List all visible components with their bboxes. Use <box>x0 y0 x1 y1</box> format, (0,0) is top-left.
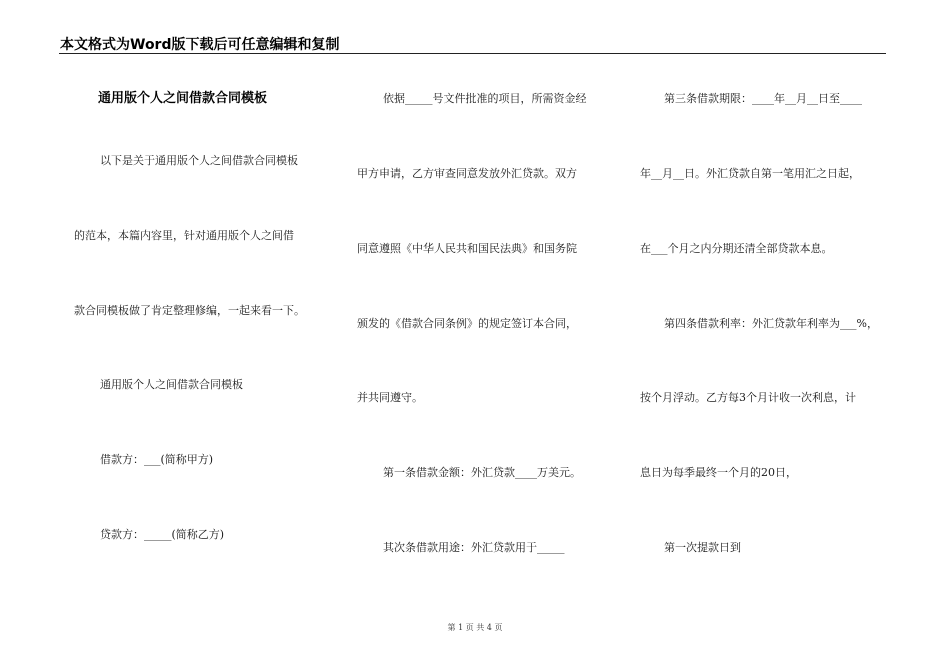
text-column-1 <box>74 0 334 600</box>
text-line: 息日为每季最终一个月的20日， <box>640 466 797 479</box>
text-line: 同意遵照《中华人民共和国民法典》和国务院 <box>357 242 577 255</box>
text-line: 依据_____号文件批准的项目，所需资金经 <box>383 92 587 105</box>
text-line: 的范本，本篇内容里，针对通用版个人之间借 <box>74 229 294 242</box>
text-line: 第一条借款金额：外汇贷款____万美元。 <box>383 466 581 479</box>
text-line: 颁发的《借款合同条例》的规定签订本合同， <box>357 317 577 330</box>
text-line: 年__月__日。外汇贷款自第一笔用汇之日起， <box>640 167 860 180</box>
text-line: 贷款方：_____(简称乙方) <box>100 528 225 541</box>
text-line: 款合同模板做了肯定整理修编，一起来看一下。 <box>74 304 305 317</box>
text-line: 在___个月之内分期还清全部贷款本息。 <box>640 242 833 255</box>
text-column-3 <box>640 0 900 600</box>
page-number-footer: 第 1 页 共 4 页 <box>447 623 503 632</box>
text-line: 借款方：___(简称甲方) <box>100 453 214 466</box>
text-line: 第一次提款日到 <box>664 541 741 554</box>
text-line: 并共同遵守。 <box>357 391 423 404</box>
text-line: 第四条借款利率：外汇贷款年利率为___%， <box>664 317 878 330</box>
document-title: 通用版个人之间借款合同模板 <box>98 91 268 106</box>
text-line: 按个月浮动。乙方每3个月计收一次利息，计 <box>640 391 856 404</box>
text-line: 以下是关于通用版个人之间借款合同模板 <box>100 154 298 167</box>
document-header-title: 本文格式为Word版下载后可任意编辑和复制 <box>60 37 340 53</box>
text-line: 通用版个人之间借款合同模板 <box>100 378 243 391</box>
text-column-2 <box>357 0 617 600</box>
text-line: 甲方申请，乙方审查同意发放外汇贷款。双方 <box>357 167 577 180</box>
text-line: 其次条借款用途：外汇贷款用于_____ <box>383 541 565 554</box>
text-line: 第三条借款期限：____年__月__日至____ <box>664 92 862 105</box>
